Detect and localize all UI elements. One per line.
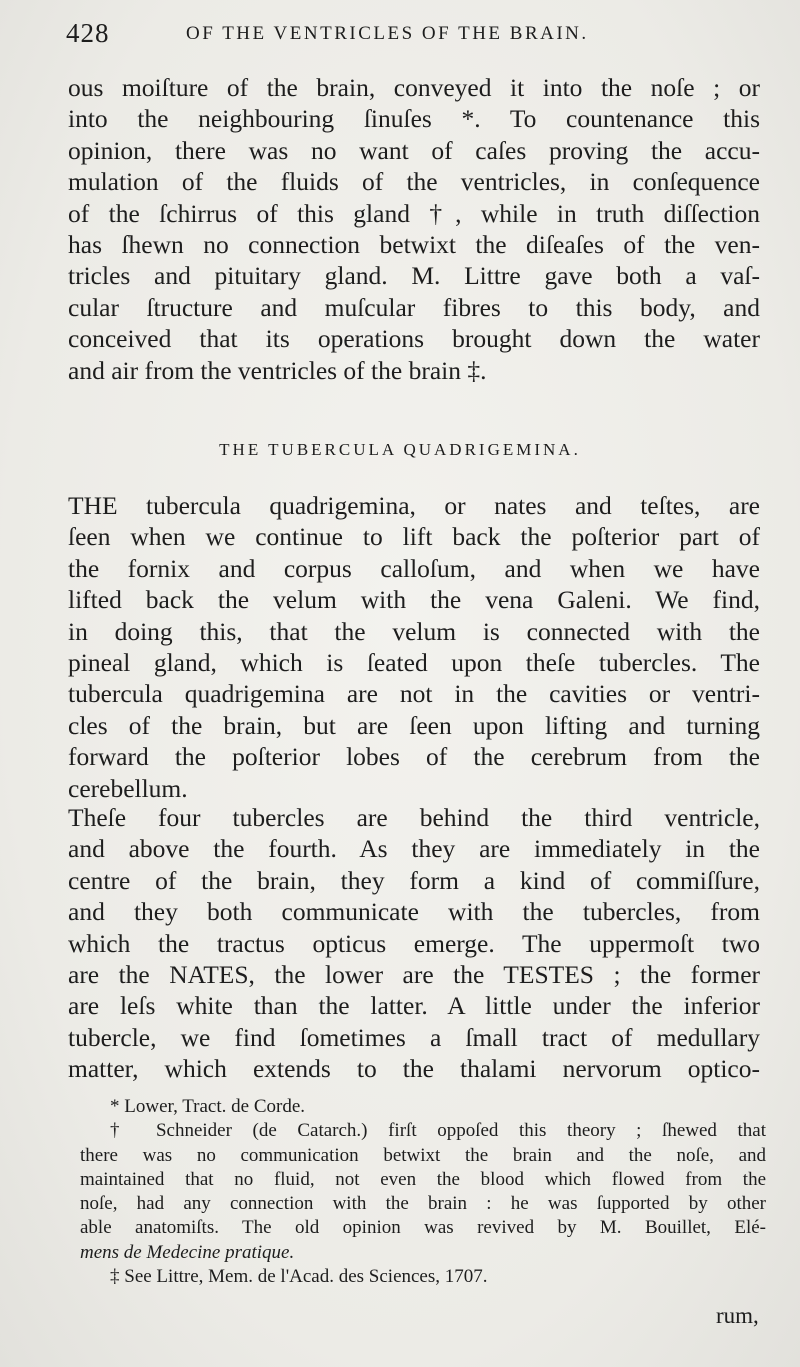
text-line: and above the fourth. As they are immediately in the — [68, 834, 760, 864]
text-line: conceived that its operations brought down the water — [68, 324, 760, 354]
text-line: ſeen when we continue to lift back the poſterior part of — [68, 522, 760, 552]
text-line: of the ſchirrus of this gland †, while in truth diſſection — [68, 198, 760, 228]
text-line: forward the poſterior lobes of the cerebrum from the — [68, 742, 760, 772]
running-title: OF THE VENTRICLES OF THE BRAIN. — [186, 23, 589, 44]
text-line: in doing this, that the velum is connected with the — [68, 616, 760, 646]
footnote-star: * Lower, Tract. de Corde. — [110, 1096, 306, 1117]
text-line: tubercle, we find ſometimes a ſmall tract of medullary — [68, 1022, 760, 1052]
paragraph-tubercula-position — [68, 802, 760, 1085]
text-line: are the NATES, the lower are the TESTES ; the former — [68, 960, 760, 990]
text-line: mulation of the fluids of the ventricles, in conſequence — [68, 167, 760, 197]
text-line: Theſe four tubercles are behind the third ventricle, — [68, 803, 760, 832]
text-line: tubercula quadrigemina are not in the cavities or ventri- — [68, 679, 760, 709]
text-line: and air from the ventricles of the brain ‡. — [68, 355, 487, 385]
footnote-dagger-line: able anatomiſts. The old opinion was revived by M. Bouillet, Elé- — [80, 1217, 766, 1239]
footnote-dagger-line: there was no communication betwixt the brain and the noſe, and — [80, 1144, 766, 1166]
paragraph-ventricles — [68, 72, 760, 386]
section-heading: THE TUBERCULA QUADRIGEMINA. — [219, 440, 581, 459]
text-line: has ſhewn no connection betwixt the diſeaſes of the ven- — [68, 230, 760, 260]
text-line: into the neighbouring ſinuſes *. To countenance this — [68, 104, 760, 134]
paragraph-tubercula-intro — [68, 490, 760, 804]
text-line: matter, which extends to the thalami nervorum optico- — [68, 1054, 760, 1084]
text-line: which the tractus opticus emerge. The uppermoſt two — [68, 928, 760, 958]
footnote-dagger-line: mens de Medecine pratique. — [80, 1241, 295, 1263]
text-line: opinion, there was no want of caſes proving the accu- — [68, 135, 760, 165]
page-number: 428 — [66, 18, 110, 48]
text-line: cles of the brain, but are ſeen upon lifting and turning — [68, 710, 760, 740]
text-line: pineal gland, which is ſeated upon theſe tubercles. The — [68, 648, 760, 678]
footnote-dagger-line: maintained that no fluid, not even the blood which flowed from the — [80, 1168, 766, 1190]
text-line: and they both communicate with the tubercles, from — [68, 897, 760, 927]
text-line: cular ſtructure and muſcular fibres to this body, and — [68, 292, 760, 322]
catchword: rum, — [716, 1303, 759, 1328]
text-line: centre of the brain, they form a kind of commiſſure, — [68, 865, 760, 895]
footnote-double-dagger: ‡ See Littre, Mem. de l'Acad. des Sciences, 1707. — [110, 1266, 488, 1288]
page-header — [66, 18, 756, 54]
text-line: THE tubercula quadrigemina, or nates and teſtes, are — [68, 491, 760, 520]
footnote-dagger-line: noſe, had any connection with the brain : he was ſupported by other — [80, 1193, 766, 1215]
text-line: ous moiſture of the brain, conveyed it into the noſe ; or — [68, 73, 760, 102]
text-line: lifted back the velum with the vena Galeni. We find, — [68, 585, 760, 615]
text-line: are leſs white than the latter. A little under the inferior — [68, 991, 760, 1021]
text-line: cerebellum. — [68, 773, 188, 803]
footnote-dagger: † Schneider (de Catarch.) firſt oppoſed this theory ; ſhewed that — [110, 1120, 766, 1142]
text-line: tricles and pituitary gland. M. Littre gave both a vaſ- — [68, 261, 760, 291]
footnotes — [80, 1095, 766, 1289]
text-line: the fornix and corpus calloſum, and when we have — [68, 553, 760, 583]
